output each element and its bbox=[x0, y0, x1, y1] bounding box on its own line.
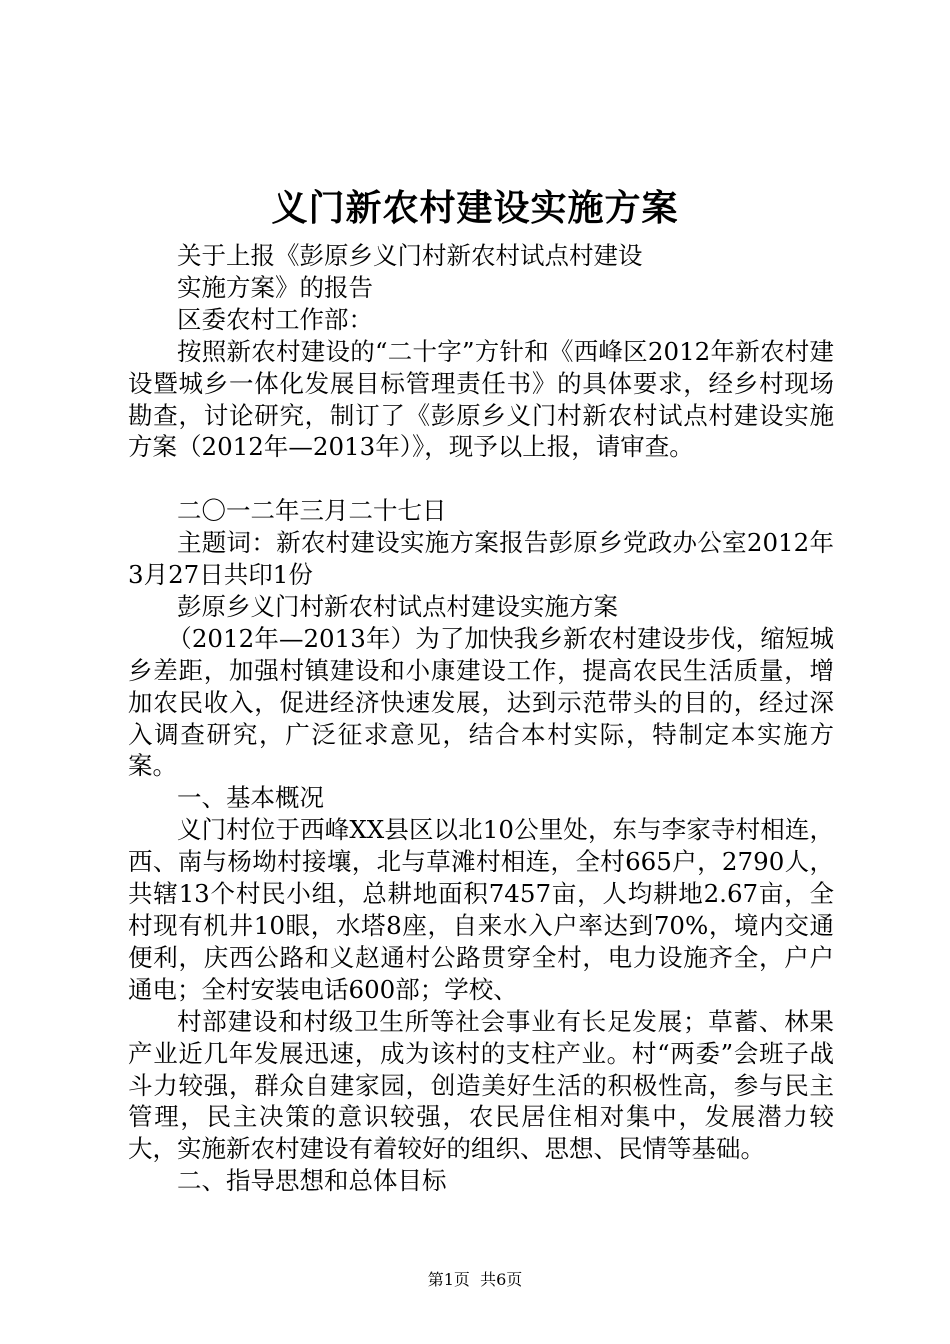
overview-paragraph-1: 义门村位于西峰XX县区以北10公里处，东与李家寺村相连，西、南与杨坳村接壤，北与草滩村相连，全村665户，2790人，共辖13个村民小组，总耕地面积7457亩，人均耕地2.67亩，全村现有机井10眼，水塔8座，自来水入户率达到70%，境内交通便利，庆西公路和义赵通村公路贯穿全村，电力设施齐全，户户通电；全村安装电话600部；学校、 bbox=[128, 815, 834, 1004]
report-subject-line-2: 实施方案》的报告 bbox=[177, 272, 373, 302]
subject-words-line: 主题词：新农村建设实施方案报告彭原乡党政办公室2012年3月27日共印1份 bbox=[128, 528, 834, 590]
document-body bbox=[128, 240, 834, 1197]
section-heading-2: 二、指导思想和总体目标 bbox=[177, 1166, 447, 1196]
plan-intro-paragraph: （2012年—2013年）为了加快我乡新农村建设步伐，缩短城乡差距，加强村镇建设和小康建设工作，提高农民生活质量，增加农民收入，促进经济快速发展，达到示范带头的目的，经过深入调查研究，广泛征求意见，结合本村实际，特制定本实施方案。 bbox=[128, 623, 834, 781]
report-date: 二〇一二年三月二十七日 bbox=[177, 496, 447, 526]
overview-paragraph-2: 村部建设和村级卫生所等社会事业有长足发展；草蓄、林果产业近几年发展迅速，成为该村的支柱产业。村“两委”会班子战斗力较强，群众自建家园，创造美好生活的积极性高，参与民主管理，民主决策的意识较强，农民居住相对集中，发展潜力较大，实施新农村建设有着较好的组织、思想、民情等基础。 bbox=[128, 1006, 834, 1164]
report-subject-line-1: 关于上报《彭原乡义门村新农村试点村建设 bbox=[177, 241, 643, 270]
plan-heading: 彭原乡义门村新农村试点村建设实施方案 bbox=[177, 591, 618, 621]
document-title: 义门新农村建设实施方案 bbox=[271, 187, 679, 229]
page-total: 共6页 bbox=[480, 1270, 523, 1289]
page-footer bbox=[0, 1270, 950, 1290]
page-number: 第1页 bbox=[427, 1270, 470, 1289]
blank-line bbox=[128, 463, 834, 495]
report-body-paragraph: 按照新农村建设的“二十字”方针和《西峰区2012年新农村建设暨城乡一体化发展目标管理责任书》的具体要求，经乡村现场勘查，讨论研究，制订了《彭原乡义门村新农村试点村建设实施方案（2012年—2013年）》，现予以上报，请审查。 bbox=[128, 336, 834, 462]
recipient-line: 区委农村工作部： bbox=[177, 304, 373, 334]
section-heading-1: 一、基本概况 bbox=[177, 783, 324, 813]
